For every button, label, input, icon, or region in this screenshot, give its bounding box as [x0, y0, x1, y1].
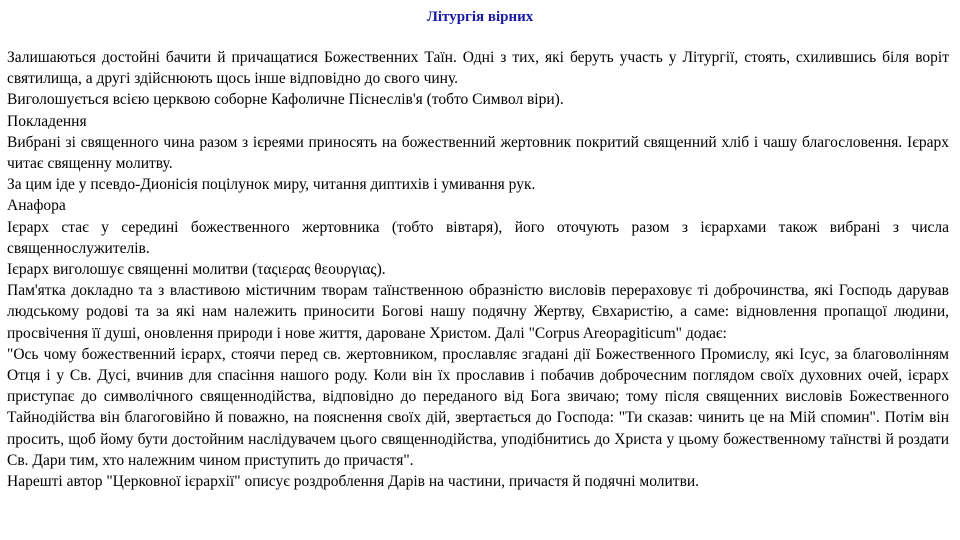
document-body	[7, 47, 949, 492]
paragraph: За цим іде у псевдо-Дионісія поцілунок миру, читання диптихів і умивання рук.	[7, 176, 536, 194]
paragraph: Залишаються достойні бачити й причащатися Божественних Таїн. Одні з тих, які беруть участь у Літургії, стоять, схилившись біля воріт святилища, а другі здійснюють щось інше відповідно до свого чину.	[7, 49, 949, 88]
paragraph: Нарешті автор "Церковної ієрархії" описує роздроблення Дарів на частини, причастя й подячні молитви.	[7, 473, 700, 491]
section-heading: Анафора	[7, 197, 66, 215]
paragraph: Вибрані зі священного чина разом з ієреями приносять на божественний жертовник покритий священний хліб і чашу благословення. Ієрарх читає священну молитву.	[7, 133, 949, 173]
paragraph: Ієрарх виголошує священні молитви (ταςιερας θεουργιας).	[7, 261, 386, 279]
paragraph: Виголошується всією церквою соборне Кафоличне Піснеслів'я (тобто Символ віри).	[7, 91, 564, 109]
quote-paragraph: "Ось чому божественний ієрарх, стоячи перед св. жертовником, прославляє згадані дії Божественного Промислу, які Ісус, за благоволінням Отця і у Св. Дусі, вчинив для спасіння нашого роду. Коли він їх прославив і побачив доброчесним поглядом своїх духовних очей, ієрарх приступає до символічного священнодійства, відповідно до переданого від Бога звичаю; тому після священних висловів Божественного Тайнодійства він благоговійно й поважно, на пояснення своїх дій, звертається до Господа: "Ти сказав: чинить це на Мій спомин". Потім він просить, щоб йому бути достойним наслідувачем цього священнодійства, уподібнитись до Христа у цьому божественному таїнстві й роздати Св. Дари тим, хто належним чином приступить до причастя".	[7, 345, 949, 469]
paragraph: Ієрарх стає у середині божественного жертовника (тобто вівтаря), його оточують разом з ієрархами також вибрані з числа священнослужителів.	[7, 218, 949, 257]
section-heading: Покладення	[7, 112, 87, 130]
page-title: Літургія вірних	[426, 9, 534, 25]
paragraph: Пам'ятка докладно та з властивою містичним творам таїнственною образністю висловів перераховує ті доброчинства, які Господь дарував людському родові та за які нам належить приносити Богові нашу подячну Жертву, Євхаристію, а саме: відновлення пропащої людини, просвічення її душі, оновлення природи і нове життя, дароване Христом. Далі "Corpus Areopagiticum" додає:	[7, 282, 949, 342]
